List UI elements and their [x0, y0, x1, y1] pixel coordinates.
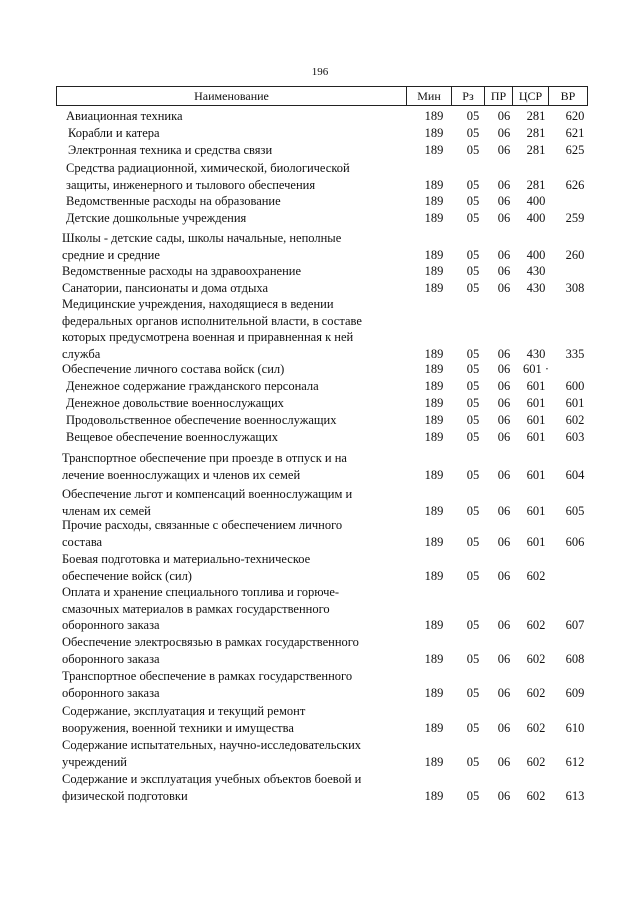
cell-min: 189: [424, 177, 444, 192]
cell-csr: 602: [526, 754, 546, 769]
cell-min: 189: [424, 754, 444, 769]
cell-vr: 308: [565, 281, 585, 295]
row-name: Денежное содержание гражданского персонала: [66, 379, 319, 393]
cell-min: 189: [424, 379, 444, 393]
row-name: Прочие расходы, связанные с обеспечением личного состава: [62, 518, 343, 549]
cell-csr: 602: [526, 788, 546, 803]
row-name: Вещевое обеспечение военнослужащих: [66, 430, 278, 444]
row-name: Оплата и хранение специального топлива и горюче- смазочных материалов в рамках государственного оборонного заказа: [62, 585, 340, 632]
cell-rz: 05: [466, 618, 480, 632]
cell-csr: 601: [526, 534, 546, 549]
cell-rz: 05: [466, 379, 480, 393]
cell-rz: 05: [466, 788, 480, 803]
cell-pr: 06: [497, 362, 511, 376]
cell-min: 189: [424, 247, 444, 262]
cell-pr: 06: [497, 413, 511, 427]
cell-min: 189: [424, 211, 444, 225]
cell-min: 189: [424, 194, 444, 208]
cell-vr: 335: [565, 346, 585, 361]
cell-pr: 06: [497, 247, 511, 262]
cell-rz: 05: [466, 362, 480, 376]
cell-csr: 601: [526, 396, 546, 410]
cell-min: 189: [424, 281, 444, 295]
row-name: Содержание, эксплуатация и текущий ремонт вооружения, военной техники и имущества: [62, 704, 306, 735]
cell-vr: 607: [565, 618, 585, 632]
cell-min: 189: [424, 568, 444, 583]
cell-rz: 05: [466, 685, 480, 700]
cell-rz: 05: [466, 177, 480, 192]
cell-rz: 05: [466, 247, 480, 262]
row-name: Обеспечение личного состава войск (сил): [62, 362, 285, 376]
cell-pr: 06: [497, 396, 511, 410]
cell-csr: 400: [526, 247, 546, 262]
cell-vr: 260: [565, 247, 585, 262]
cell-pr: 06: [497, 211, 511, 225]
cell-rz: 05: [466, 264, 480, 278]
cell-min: 189: [424, 651, 444, 666]
header-pr: ПР: [485, 87, 513, 105]
cell-rz: 05: [466, 109, 480, 123]
cell-vr: 608: [565, 651, 585, 666]
cell-pr: 06: [497, 281, 511, 295]
cell-pr: 06: [497, 720, 511, 735]
header-min: Мин: [407, 87, 452, 105]
cell-vr: 605: [565, 503, 585, 518]
cell-vr: 612: [565, 754, 585, 769]
cell-vr: 621: [565, 126, 585, 140]
row-name: Школы - детские сады, школы начальные, неполные средние и средние: [62, 231, 342, 262]
cell-vr: 609: [565, 685, 585, 700]
cell-vr: 613: [565, 788, 585, 803]
cell-csr: 601: [526, 467, 546, 482]
cell-csr: 281: [526, 126, 546, 140]
cell-rz: 05: [466, 413, 480, 427]
cell-vr: 600: [565, 379, 585, 393]
cell-rz: 05: [466, 720, 480, 735]
cell-rz: 05: [466, 281, 480, 295]
cell-vr: 603: [565, 430, 585, 444]
cell-pr: 06: [497, 346, 511, 361]
page-number: 196: [311, 66, 329, 78]
cell-pr: 06: [497, 264, 511, 278]
cell-pr: 06: [497, 194, 511, 208]
cell-rz: 05: [466, 754, 480, 769]
cell-pr: 06: [497, 651, 511, 666]
cell-pr: 06: [497, 143, 511, 157]
cell-min: 189: [424, 126, 444, 140]
row-name: Содержание и эксплуатация учебных объектов боевой и физической подготовки: [62, 772, 362, 803]
cell-rz: 05: [466, 396, 480, 410]
cell-pr: 06: [497, 126, 511, 140]
cell-rz: 05: [466, 346, 480, 361]
cell-csr: 601: [526, 413, 546, 427]
cell-csr: 602: [526, 651, 546, 666]
cell-min: 189: [424, 467, 444, 482]
cell-rz: 05: [466, 211, 480, 225]
cell-pr: 06: [497, 430, 511, 444]
row-name: Боевая подготовка и материально-техническое обеспечение войск (сил): [62, 552, 311, 583]
cell-min: 189: [424, 143, 444, 157]
cell-min: 189: [424, 264, 444, 278]
cell-min: 189: [424, 720, 444, 735]
row-name: Авиационная техника: [66, 109, 183, 123]
cell-rz: 05: [466, 534, 480, 549]
cell-csr: 430: [526, 264, 546, 278]
cell-vr: 610: [565, 720, 585, 735]
cell-rz: 05: [466, 467, 480, 482]
cell-rz: 05: [466, 143, 480, 157]
cell-csr: 400: [526, 211, 546, 225]
row-name: Медицинские учреждения, находящиеся в ведении федеральных органов исполнительной власти, в составе которых предусмотрена военная и приравненная к ней служба: [62, 297, 362, 361]
row-name: Содержание испытательных, научно-исследовательских учреждений: [62, 738, 362, 769]
cell-csr: 601: [526, 379, 546, 393]
cell-csr: 602: [526, 568, 546, 583]
row-name: Продовольственное обеспечение военнослужащих: [66, 413, 337, 427]
cell-csr: 602: [526, 618, 546, 632]
cell-min: 189: [424, 430, 444, 444]
cell-csr: 602: [526, 720, 546, 735]
row-name: Средства радиационной, химической, биологической защиты, инженерного и тылового обеспечения: [66, 161, 350, 192]
row-name: Транспортное обеспечение при проезде в отпуск и на лечение военнослужащих и членов их семей: [62, 451, 347, 482]
cell-min: 189: [424, 503, 444, 518]
row-name: Обеспечение электросвязью в рамках государственного оборонного заказа: [62, 635, 359, 666]
cell-csr: 430: [526, 281, 546, 295]
cell-vr: 620: [565, 109, 585, 123]
cell-min: 189: [424, 346, 444, 361]
cell-min: 189: [424, 109, 444, 123]
cell-pr: 06: [497, 534, 511, 549]
header-name: Наименование: [57, 87, 407, 105]
row-name: Корабли и катера: [68, 126, 160, 140]
cell-vr: 604: [565, 467, 585, 482]
cell-pr: 06: [497, 109, 511, 123]
cell-vr: 259: [565, 211, 585, 225]
row-name: Санатории, пансионаты и дома отдыха: [62, 281, 268, 295]
cell-rz: 05: [466, 568, 480, 583]
cell-pr: 06: [497, 467, 511, 482]
row-name: Ведомственные расходы на здравоохранение: [62, 264, 302, 278]
cell-pr: 06: [497, 618, 511, 632]
cell-min: 189: [424, 534, 444, 549]
cell-min: 189: [424, 396, 444, 410]
cell-csr: 601: [526, 430, 546, 444]
cell-pr: 06: [497, 503, 511, 518]
cell-vr: 601: [565, 396, 585, 410]
cell-csr: 430: [526, 346, 546, 361]
cell-csr: 281: [526, 143, 546, 157]
cell-csr: 601: [526, 503, 546, 518]
cell-min: 189: [424, 618, 444, 632]
row-name: Обеспечение льгот и компенсаций военнослужащим и членам их семей: [62, 487, 353, 518]
cell-csr: 281: [526, 177, 546, 192]
row-name: Денежное довольствие военнослужащих: [66, 396, 284, 410]
cell-vr: 625: [565, 143, 585, 157]
header-csr: ЦСР: [513, 87, 549, 105]
cell-vr: 602: [565, 413, 585, 427]
header-vr: ВР: [560, 88, 576, 103]
cell-pr: 06: [497, 754, 511, 769]
row-name: Электронная техника и средства связи: [68, 143, 273, 157]
cell-pr: 06: [497, 685, 511, 700]
cell-csr: 601 ·: [522, 362, 550, 376]
row-name: Транспортное обеспечение в рамках государственного оборонного заказа: [62, 669, 353, 700]
cell-rz: 05: [466, 126, 480, 140]
row-name: Ведомственные расходы на образование: [66, 194, 281, 208]
cell-csr: 400: [526, 194, 546, 208]
cell-pr: 06: [497, 177, 511, 192]
cell-min: 189: [424, 685, 444, 700]
cell-pr: 06: [497, 568, 511, 583]
cell-rz: 05: [466, 503, 480, 518]
cell-rz: 05: [466, 430, 480, 444]
cell-rz: 05: [466, 651, 480, 666]
cell-min: 189: [424, 788, 444, 803]
cell-csr: 602: [526, 685, 546, 700]
cell-pr: 06: [497, 379, 511, 393]
cell-csr: 281: [526, 109, 546, 123]
cell-rz: 05: [466, 194, 480, 208]
cell-min: 189: [424, 413, 444, 427]
header-rz: Рз: [452, 87, 485, 105]
cell-pr: 06: [497, 788, 511, 803]
cell-vr: 606: [565, 534, 585, 549]
cell-vr: 626: [565, 177, 585, 192]
cell-min: 189: [424, 362, 444, 376]
row-name: Детские дошкольные учреждения: [66, 211, 247, 225]
